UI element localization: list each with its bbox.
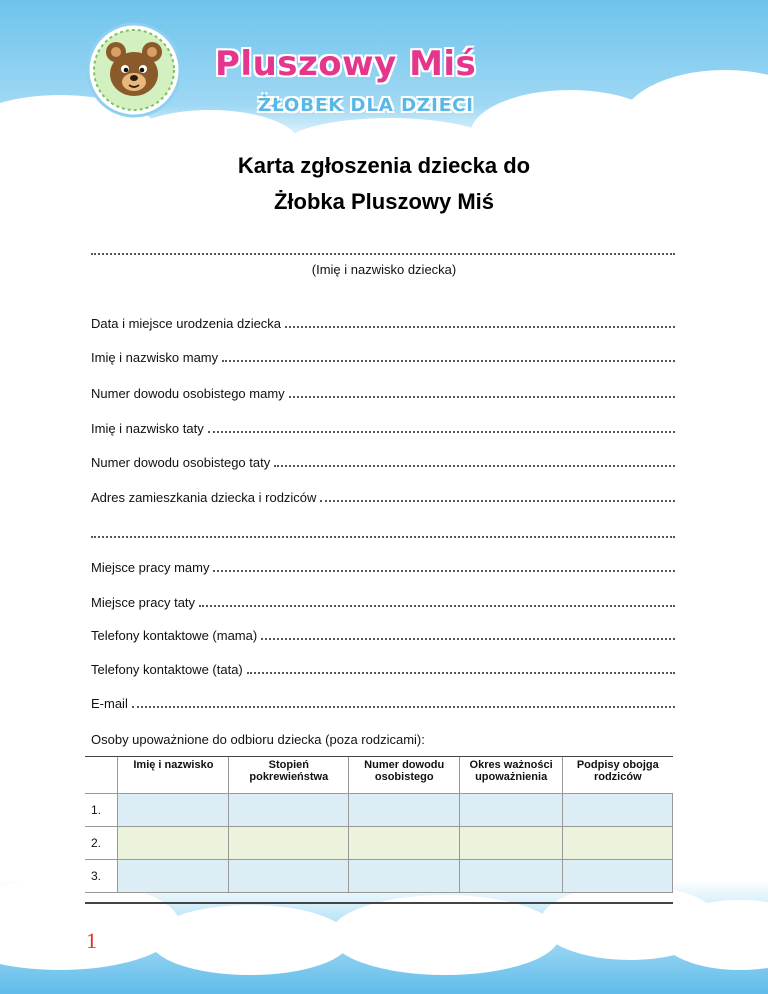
cloud: [330, 895, 560, 975]
table-cell[interactable]: [563, 827, 673, 860]
authorized-persons-label: Osoby upoważnione do odbioru dziecka (poza rodzicami):: [91, 732, 425, 747]
child-name-hint: (Imię i nazwisko dziecka): [311, 262, 457, 277]
mother-id-label: Numer dowodu osobistego mamy: [91, 386, 285, 401]
phone-mother-field[interactable]: [91, 628, 675, 643]
table-header-validity: Okres ważności upoważnienia: [460, 756, 563, 794]
table-header-number: [85, 756, 118, 794]
birth-label: Data i miejsce urodzenia dziecka: [91, 316, 282, 331]
table-cell[interactable]: [349, 827, 460, 860]
row-number: 3.: [85, 860, 118, 893]
page-title-line1: Karta zgłoszenia dziecka do: [237, 153, 531, 178]
father-id-label: Numer dowodu osobistego taty: [91, 455, 271, 470]
table-cell[interactable]: [118, 794, 229, 827]
cloud: [150, 905, 350, 975]
phone-mother-label: Telefony kontaktowe (mama): [91, 628, 258, 643]
table-cell[interactable]: [460, 860, 563, 893]
table-row: [85, 794, 673, 827]
child-name-field[interactable]: [91, 253, 675, 255]
address-label: Adres zamieszkania dziecka i rodziców: [91, 490, 317, 505]
table-cell[interactable]: [118, 827, 229, 860]
table-row: [85, 827, 673, 860]
address-field[interactable]: [91, 490, 675, 505]
table-header-name: Imię i nazwisko: [118, 756, 229, 794]
table-cell[interactable]: [460, 794, 563, 827]
email-label: E-mail: [91, 696, 128, 711]
mother-work-label: Miejsce pracy mamy: [91, 560, 210, 575]
phone-father-field[interactable]: [91, 662, 675, 677]
row-number: 2.: [85, 827, 118, 860]
table-row: [85, 860, 673, 893]
mother-name-field[interactable]: [91, 350, 675, 365]
page-title-line2: Żłobka Pluszowy Miś: [273, 189, 495, 214]
authorized-persons-table: [85, 756, 673, 893]
table-cell[interactable]: [349, 860, 460, 893]
table-cell[interactable]: [229, 827, 349, 860]
address-field-continued[interactable]: [91, 536, 675, 538]
table-cell[interactable]: [349, 794, 460, 827]
mother-id-field[interactable]: [91, 386, 675, 401]
table-header-relation: Stopień pokrewieństwa: [229, 756, 349, 794]
table-cell[interactable]: [460, 827, 563, 860]
brand-tagline: ŻŁOBEK DLA DZIECI: [258, 95, 475, 116]
father-name-field[interactable]: [91, 421, 675, 436]
teddy-bear-icon: [86, 22, 182, 118]
father-name-label: Imię i nazwisko taty: [91, 421, 204, 436]
brand-name: Pluszowy Miś: [215, 44, 477, 84]
phone-father-label: Telefony kontaktowe (tata): [91, 662, 243, 677]
table-header-id: Numer dowodu osobistego: [349, 756, 460, 794]
mother-work-field[interactable]: [91, 560, 675, 575]
father-id-field[interactable]: [91, 455, 675, 470]
table-cell[interactable]: [229, 794, 349, 827]
mother-name-label: Imię i nazwisko mamy: [91, 350, 219, 365]
father-work-label: Miejsce pracy taty: [91, 595, 196, 610]
birth-field[interactable]: [91, 316, 675, 331]
email-field[interactable]: [91, 696, 675, 711]
page-number: 1: [86, 928, 97, 953]
table-cell[interactable]: [118, 860, 229, 893]
table-header-signatures: Podpisy obojga rodziców: [563, 756, 673, 794]
father-work-field[interactable]: [91, 595, 675, 610]
table-cell[interactable]: [563, 860, 673, 893]
row-number: 1.: [85, 794, 118, 827]
table-cell[interactable]: [563, 794, 673, 827]
table-cell[interactable]: [229, 860, 349, 893]
